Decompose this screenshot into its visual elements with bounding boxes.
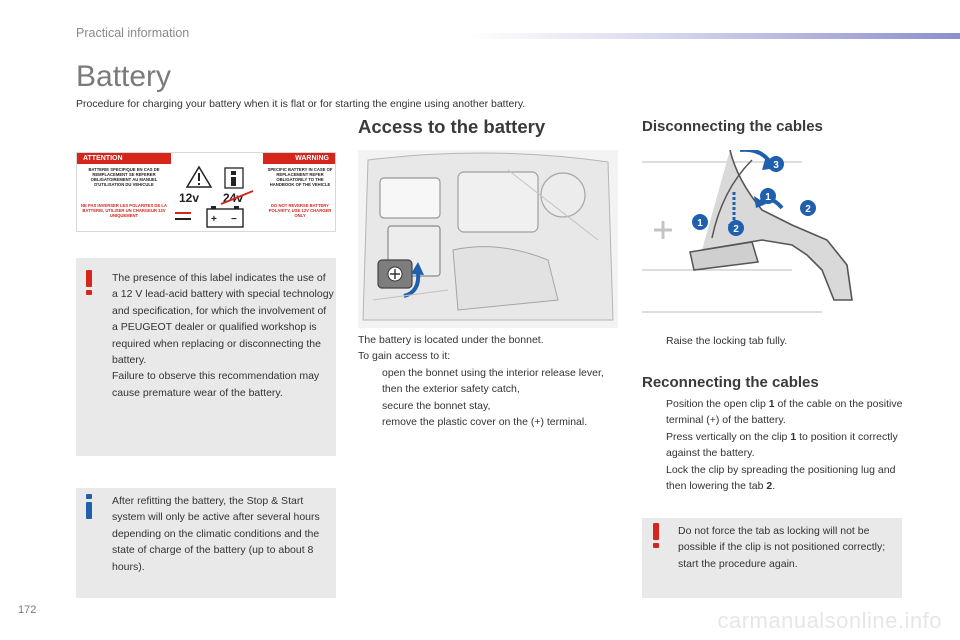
access-instructions xyxy=(358,332,620,430)
svg-text:−: − xyxy=(231,214,237,225)
force-note-text: Do not force the tab as locking will not be possible if the clip is not positioned correctly; start the procedure again. xyxy=(678,525,886,570)
access-lead: To gain access to it: xyxy=(358,350,451,363)
disconnect-step-1: Raise the locking tab fully. xyxy=(666,335,788,347)
disconnecting-instructions xyxy=(642,333,904,349)
reconnect-step-2 xyxy=(666,429,904,462)
label-note-text: The presence of this label indicates the use of a 12 V lead-acid battery with special technology and specification, for which the involvement of a PEUGEOT dealer or qualified workshop is required when replacing or disconnecting the battery. Failure to observe this recommendation may cause premature wear of the battery. xyxy=(112,272,334,399)
battery-warning-label xyxy=(76,152,336,232)
header-gradient-bar xyxy=(470,33,960,39)
label-en-bottom-text: DO NOT REVERSE BATTERY POLARITY, USE 12V CHARGER ONLY xyxy=(268,203,332,218)
reconnect-step-1 xyxy=(666,396,904,429)
page-number: 172 xyxy=(18,604,37,616)
label-24v-text: 24v xyxy=(223,191,244,205)
label-attention-header: ATTENTION xyxy=(77,153,171,164)
reconnect-step-1-c: of the cable on the positive terminal (+) of the battery. xyxy=(666,398,903,427)
bullet-icon xyxy=(358,365,382,398)
running-header: Practical information xyxy=(76,26,190,40)
clip-ref-1: 1 xyxy=(768,398,775,410)
list-item xyxy=(358,398,620,414)
callout-1-text: 1 xyxy=(697,218,703,229)
bullet-icon xyxy=(642,333,666,349)
access-step-1: open the bonnet using the interior release lever, then the exterior safety catch, xyxy=(382,366,604,396)
engine-bay-illustration xyxy=(358,150,618,328)
label-warning-header: WARNING xyxy=(263,153,335,164)
page-title: Battery xyxy=(76,60,172,93)
svg-text:+: + xyxy=(211,214,217,225)
reconnect-step-2-a: Press vertically on the clip xyxy=(666,430,791,443)
access-step-2: secure the bonnet stay, xyxy=(382,399,491,412)
list-item xyxy=(642,429,904,462)
bullet-icon xyxy=(642,462,666,495)
info-icon xyxy=(86,494,92,519)
reconnect-step-3 xyxy=(666,462,904,495)
label-fr-bottom-text: NE PAS INVERSER LES POLARITES DE LA BATTERIE, UTILISER UN CHARGEUR 12V UNIQUEMENT xyxy=(80,203,167,218)
list-item xyxy=(642,396,904,429)
reconnect-step-3-c: . xyxy=(772,480,776,493)
battery-clip-illustration xyxy=(642,150,902,320)
list-item xyxy=(358,365,620,398)
access-heading: Access to the battery xyxy=(358,116,546,137)
reconnecting-instructions xyxy=(642,396,904,494)
tab-ref-2: 2 xyxy=(766,480,773,493)
stop-start-note-text: After refitting the battery, the Stop & Start system will only be active after several hours depending on the climatic conditions and the state of charge of the battery (up to about 8 hours). xyxy=(112,495,320,573)
callout-2-left-text: 2 xyxy=(733,224,739,235)
label-pictogram-icon xyxy=(173,165,265,231)
label-en-top-text: SPECIFIC BATTERY IN CASE OF REPLACEMENT REFER OBLIGATORILY TO THE HANDBOOK OF THE VEHICLE xyxy=(267,167,333,187)
list-item xyxy=(642,333,904,349)
clip-ref-1: 1 xyxy=(790,430,797,443)
reconnect-step-3-a: Lock the clip by spreading the positioning lug and then lowering the tab xyxy=(666,463,896,493)
label-fr-top-text: BATTERIE SPECIFIQUE EN CAS DE REMPLACEMENT SE REFERER OBLIGATOIREMENT AU MANUEL D'UTILISATION DU VEHICULE xyxy=(88,167,160,187)
access-step-3: remove the plastic cover on the (+) terminal. xyxy=(382,416,588,429)
watermark: carmanualsonline.info xyxy=(717,608,942,633)
reconnect-step-2-c: to position it correctly against the battery. xyxy=(666,430,898,460)
reconnect-step-1-a: Position the open clip xyxy=(666,398,769,410)
label-12v-text: 12v xyxy=(179,191,200,205)
callout-3-text: 3 xyxy=(773,160,779,171)
list-item xyxy=(642,462,904,495)
bullet-icon xyxy=(358,398,382,414)
reconnecting-heading: Reconnecting the cables xyxy=(642,374,819,391)
warning-exclamation-icon xyxy=(86,270,92,295)
list-item xyxy=(358,414,620,430)
warning-exclamation-icon xyxy=(653,523,659,548)
disconnecting-heading: Disconnecting the cables xyxy=(642,118,823,135)
page-subtitle: Procedure for charging your battery when it is flat or for starting the engine using another battery. xyxy=(76,98,526,110)
access-intro: The battery is located under the bonnet. xyxy=(358,334,544,346)
callout-1-right-text: 1 xyxy=(765,192,771,203)
callout-2-text: 2 xyxy=(805,204,811,215)
bullet-icon xyxy=(642,429,666,462)
bullet-icon xyxy=(358,414,382,430)
bullet-icon xyxy=(642,396,666,429)
